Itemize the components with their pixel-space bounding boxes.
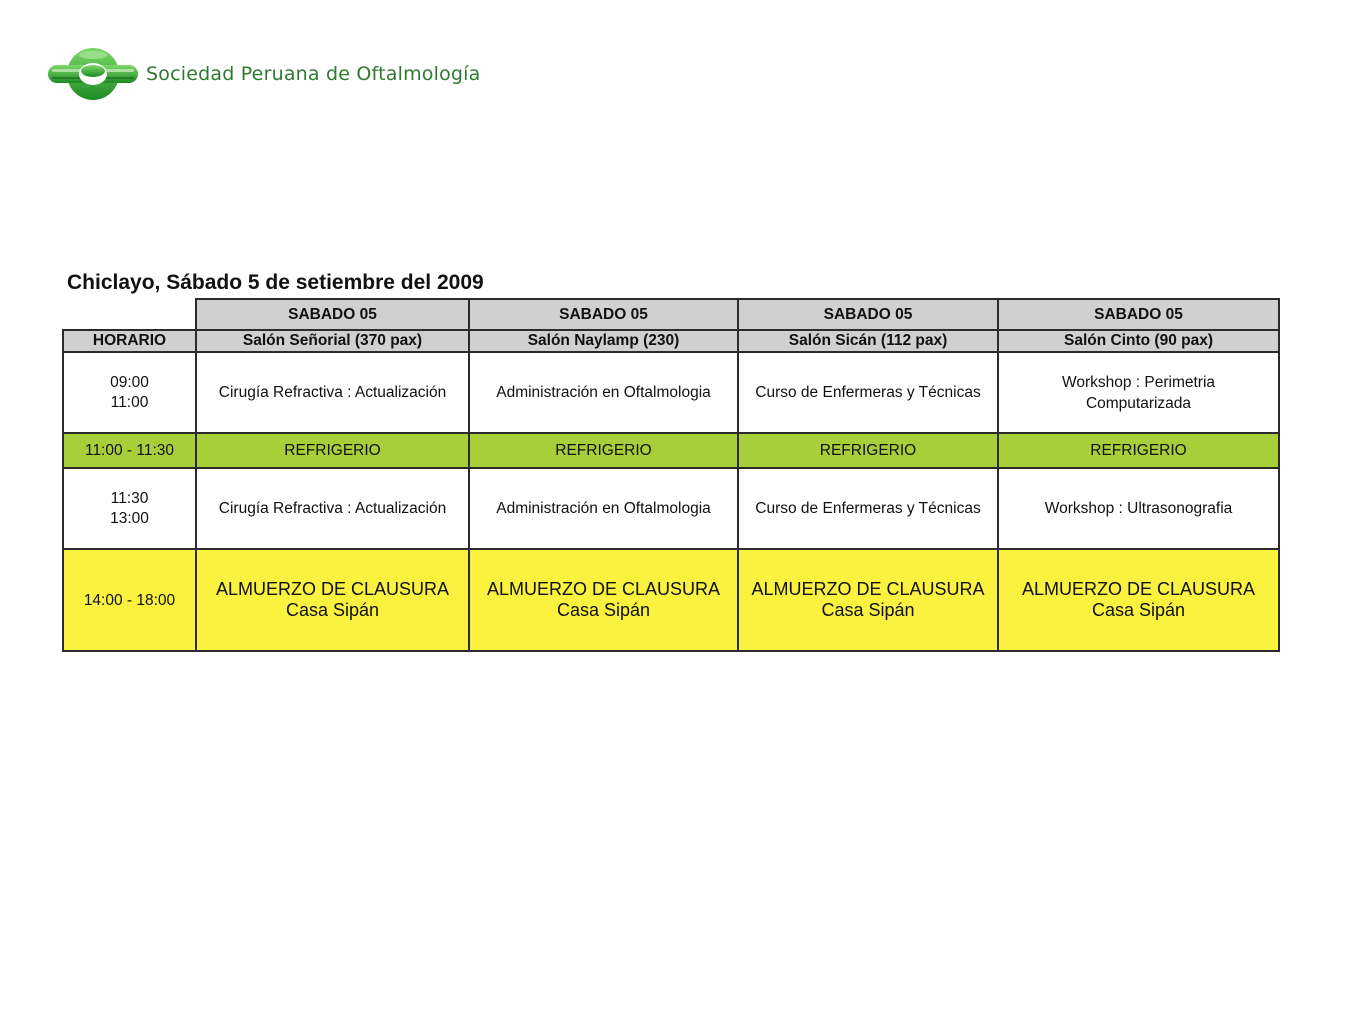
time-end: 13:00 [110, 509, 149, 527]
session-row-2 [63, 468, 1279, 549]
horario-header: HORARIO [63, 330, 196, 352]
session-cell: Administración en Oftalmologia [469, 352, 738, 433]
organization-name: Sociedad Peruana de Oftalmología [146, 63, 481, 85]
eye-logo-icon [46, 46, 140, 102]
break-cell: REFRIGERIO [998, 433, 1279, 468]
lunch-venue: Casa Sipán [285, 600, 380, 620]
lunch-row [63, 549, 1279, 651]
break-row [63, 433, 1279, 468]
empty-corner [63, 299, 196, 330]
time-start: 11:30 [110, 489, 149, 507]
lunch-title: ALMUERZO DE CLAUSURA [215, 579, 450, 599]
lunch-venue: Casa Sipán [821, 600, 915, 620]
workshop-line: Computarizada [1085, 394, 1192, 412]
room-header-row [63, 330, 1279, 352]
session-cell: Curso de Enfermeras y Técnicas [738, 468, 998, 549]
lunch-time-cell [63, 549, 196, 651]
day-header: SABADO 05 [196, 299, 469, 330]
session-cell: Curso de Enfermeras y Técnicas [738, 352, 998, 433]
day-header: SABADO 05 [738, 299, 998, 330]
room-header: Salón Cinto (90 pax) [998, 330, 1279, 352]
schedule-title: Chiclayo, Sábado 5 de setiembre del 2009 [67, 271, 484, 294]
room-header: Salón Señorial (370 pax) [196, 330, 469, 352]
time-cell [63, 352, 196, 433]
time-cell [63, 468, 196, 549]
session-cell: Cirugía Refractiva : Actualización [196, 468, 469, 549]
lunch-title: ALMUERZO DE CLAUSURA [1021, 579, 1256, 599]
lunch-time: 14:00 - 18:00 [83, 592, 176, 609]
lunch-cell [738, 549, 998, 651]
lunch-venue: Casa Sipán [1091, 600, 1186, 620]
lunch-venue: Casa Sipán [556, 600, 651, 620]
session-cell: Workshop : Ultrasonografia [998, 468, 1279, 549]
brand-header [46, 46, 480, 102]
break-cell: REFRIGERIO [196, 433, 469, 468]
lunch-cell [469, 549, 738, 651]
time-start: 09:00 [110, 373, 149, 391]
schedule-table [62, 298, 1280, 652]
session-cell: Administración en Oftalmologia [469, 468, 738, 549]
session-row-1 [63, 352, 1279, 433]
session-cell: Cirugía Refractiva : Actualización [196, 352, 469, 433]
time-end: 11:00 [110, 393, 149, 411]
lunch-title: ALMUERZO DE CLAUSURA [486, 579, 721, 599]
session-cell [998, 352, 1279, 433]
room-header: Salón Naylamp (230) [469, 330, 738, 352]
room-header: Salón Sicán (112 pax) [738, 330, 998, 352]
lunch-cell [998, 549, 1279, 651]
day-header: SABADO 05 [469, 299, 738, 330]
day-header-row [63, 299, 1279, 330]
break-cell: REFRIGERIO [469, 433, 738, 468]
lunch-cell [196, 549, 469, 651]
break-cell: REFRIGERIO [738, 433, 998, 468]
break-time-cell: 11:00 - 11:30 [63, 433, 196, 468]
workshop-line: Workshop : Perimetria [1061, 373, 1216, 391]
lunch-title: ALMUERZO DE CLAUSURA [751, 579, 985, 599]
day-header: SABADO 05 [998, 299, 1279, 330]
